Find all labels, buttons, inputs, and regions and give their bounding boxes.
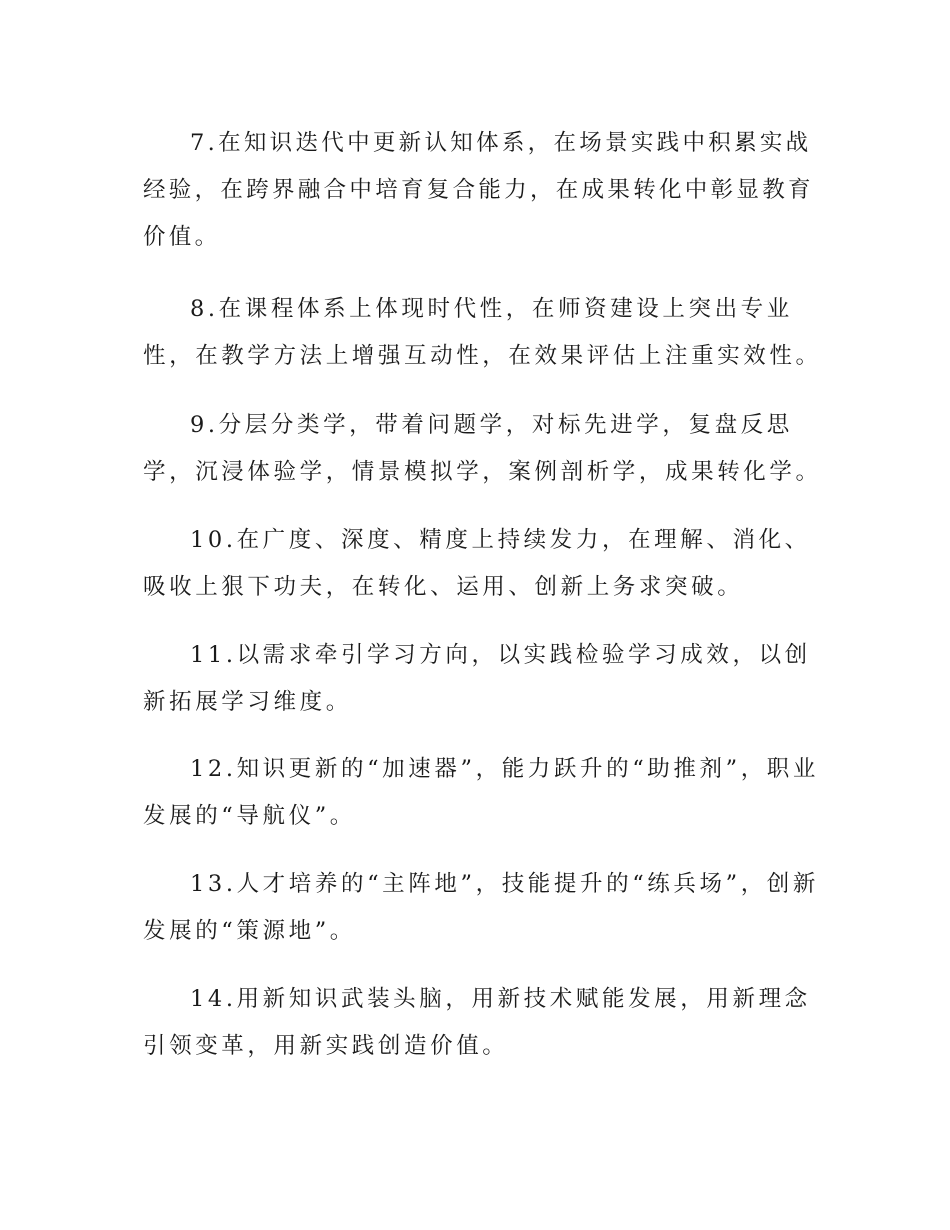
paragraph-9: 9.分层分类学，带着问题学，对标先进学，复盘反思学，沉浸体验学，情景模拟学，案例剖析学，成果转化学。 xyxy=(143,412,822,485)
paragraph-10: 10.在广度、深度、精度上持续发力，在理解、消化、吸收上狠下功夫，在转化、运用、创新上务求突破。 xyxy=(143,527,811,600)
paragraph-13: 13.人才培养的“主阵地”，技能提升的“练兵场”，创新发展的“策源地”。 xyxy=(143,871,819,944)
paragraph-11: 11.以需求牵引学习方向，以实践检验学习成效，以创新拓展学习维度。 xyxy=(143,642,811,715)
paragraph-7: 7.在知识迭代中更新认知体系，在场景实践中积累实战经验，在跨界融合中培育复合能力，在成果转化中彰显教育价值。 xyxy=(143,130,814,250)
paragraph-8: 8.在课程体系上体现时代性，在师资建设上突出专业性，在教学方法上增强互动性，在效果评估上注重实效性。 xyxy=(143,296,822,369)
paragraph-14: 14.用新知识武装头脑，用新技术赋能发展，用新理念引领变革，用新实践创造价值。 xyxy=(143,986,811,1059)
paragraph-12: 12.知识更新的“加速器”，能力跃升的“助推剂”，职业发展的“导航仪”。 xyxy=(143,756,819,829)
